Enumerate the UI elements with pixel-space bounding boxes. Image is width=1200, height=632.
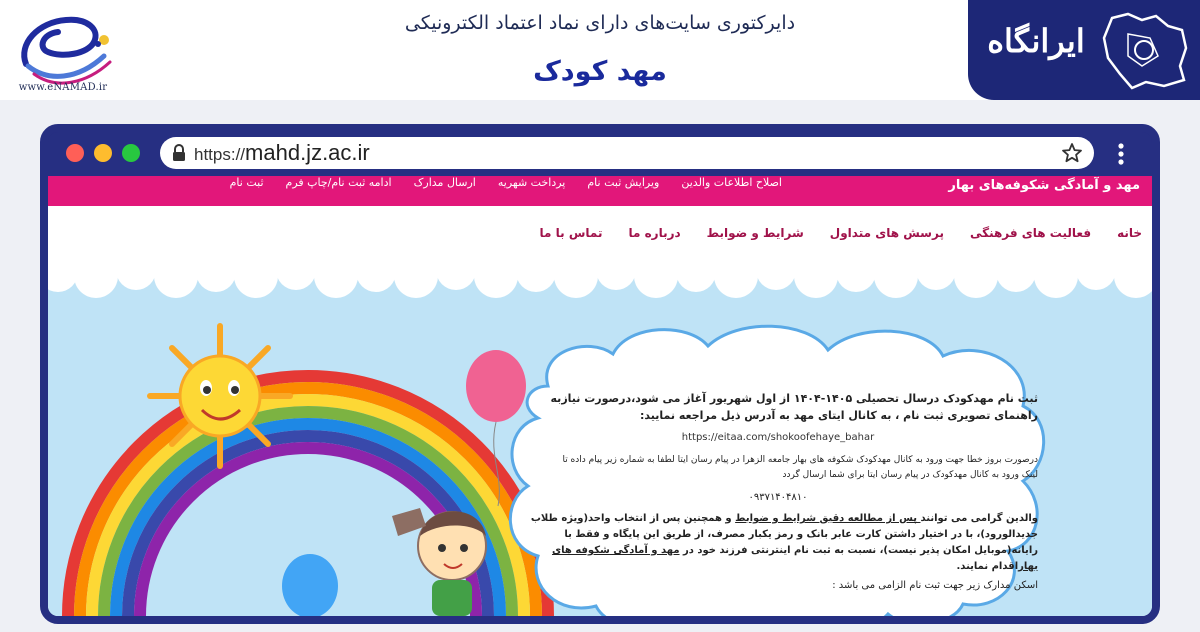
topnav-send-documents[interactable]: ارسال مدارک bbox=[413, 176, 476, 189]
site-name: مهد کودک bbox=[533, 56, 667, 87]
required-documents-text: اسکن مدارک زیر جهت ثبت نام الزامی می باشد : bbox=[832, 580, 1038, 591]
main-navigation bbox=[540, 226, 1142, 240]
topnav-continue-print[interactable]: ادامه ثبت نام/چاپ فرم bbox=[285, 176, 392, 189]
topnav-register[interactable]: ثبت نام bbox=[229, 176, 264, 189]
irangah-logo[interactable] bbox=[968, 0, 1200, 100]
nav-terms[interactable]: شرایط و ضوابط bbox=[706, 226, 804, 240]
address-bar[interactable] bbox=[160, 137, 1094, 169]
topnav-edit-registration[interactable]: ویرایش ثبت نام bbox=[587, 176, 660, 189]
parents-instructions-e: اقدام نمایند. bbox=[956, 561, 1019, 572]
error-help-text: درصورت بروز خطا جهت ورود به کانال مهدکودک شکوفه های بهار جامعه الزهرا در پیام رسان ایتا لطفا به شماره زیر پیام داده تا لینک ورود به کانال مهدکودک در پیام رسان ایتا برای شما ارسال گردد bbox=[562, 455, 1038, 480]
nav-contact[interactable]: تماس با ما bbox=[539, 226, 603, 240]
kindergarten-link[interactable]: مهد و آمادگی شکوفه های بهار bbox=[551, 545, 1038, 572]
registration-notice bbox=[518, 390, 1038, 591]
iran-map-icon bbox=[1098, 8, 1192, 94]
sun bbox=[150, 326, 290, 466]
url-text[interactable] bbox=[194, 140, 370, 166]
topnav-pay-tuition[interactable]: پرداخت شهریه bbox=[497, 176, 566, 189]
child-figure bbox=[392, 508, 486, 616]
topnav-edit-parents[interactable]: اصلاح اطلاعات والدین bbox=[681, 176, 782, 189]
url-protocol: https:// bbox=[194, 145, 246, 164]
nav-home[interactable]: خانه bbox=[1117, 226, 1142, 240]
irangah-logo-text: ایرانگاه bbox=[987, 22, 1085, 60]
parents-instructions bbox=[518, 511, 1038, 575]
parents-instructions-a: والدین گرامی می توانند bbox=[920, 513, 1038, 524]
contact-phone: ۰۹۳۷۱۴۰۴۸۱۰ bbox=[748, 492, 808, 503]
browser-toolbar bbox=[48, 132, 1152, 176]
star-icon[interactable] bbox=[1060, 141, 1084, 165]
web-page bbox=[48, 176, 1152, 616]
terms-link[interactable]: پس از مطالعه دقیق شرایط و ضوابط bbox=[735, 513, 921, 524]
site-title[interactable]: مهد و آمادگی شکوفه‌های بهار bbox=[948, 178, 1140, 193]
browser-window bbox=[40, 124, 1160, 624]
cloud-border bbox=[48, 246, 1152, 298]
registration-intro: ثبت نام مهدکودک درسال تحصیلی ۱۴۰۵-۱۴۰۴ از اول شهریور آغاز می شود،درصورت نیازبه راهنمای تصویری ثبت نام ، به کانال ایتای مهد به آدرس ذیل مراجعه نمایید: bbox=[550, 392, 1038, 422]
blue-balloon-left bbox=[282, 554, 338, 616]
url-domain: mahd.jz.ac.ir bbox=[245, 140, 370, 165]
parents-instructions-c: و همچنین پس از انتخاب واحد(ویژه طلاب جدیدالورود)، با در اختیار داشتن کارت عابر بانک و رمز یکبار مصرف، از طریق این پایگاه و فقط با رایانه(موبایل امکان پذیر نیست)، نسبت به ثبت نام اینترنتی فرزند خود در bbox=[530, 513, 1038, 556]
maximize-window-button[interactable] bbox=[122, 144, 140, 162]
directory-title: دایرکتوری سایت‌های دارای نماد اعتماد الکترونیکی bbox=[404, 12, 796, 34]
menu-icon[interactable] bbox=[1114, 140, 1128, 168]
lock-icon bbox=[172, 144, 186, 162]
close-window-button[interactable] bbox=[66, 144, 84, 162]
nav-faq[interactable]: پرسش های متداول bbox=[829, 226, 944, 240]
nav-cultural-activities[interactable]: فعالیت های فرهنگی bbox=[969, 226, 1092, 240]
top-navigation bbox=[230, 176, 782, 189]
enamad-caption[interactable]: www.eNAMAD.ir bbox=[18, 82, 108, 93]
eitaa-channel-link[interactable]: https://eitaa.com/shokoofehaye_bahar bbox=[681, 432, 875, 443]
pink-balloon bbox=[466, 350, 526, 422]
site-top-bar bbox=[48, 176, 1152, 206]
minimize-window-button[interactable] bbox=[94, 144, 112, 162]
directory-header bbox=[0, 0, 1200, 100]
nav-about[interactable]: درباره ما bbox=[628, 226, 681, 240]
